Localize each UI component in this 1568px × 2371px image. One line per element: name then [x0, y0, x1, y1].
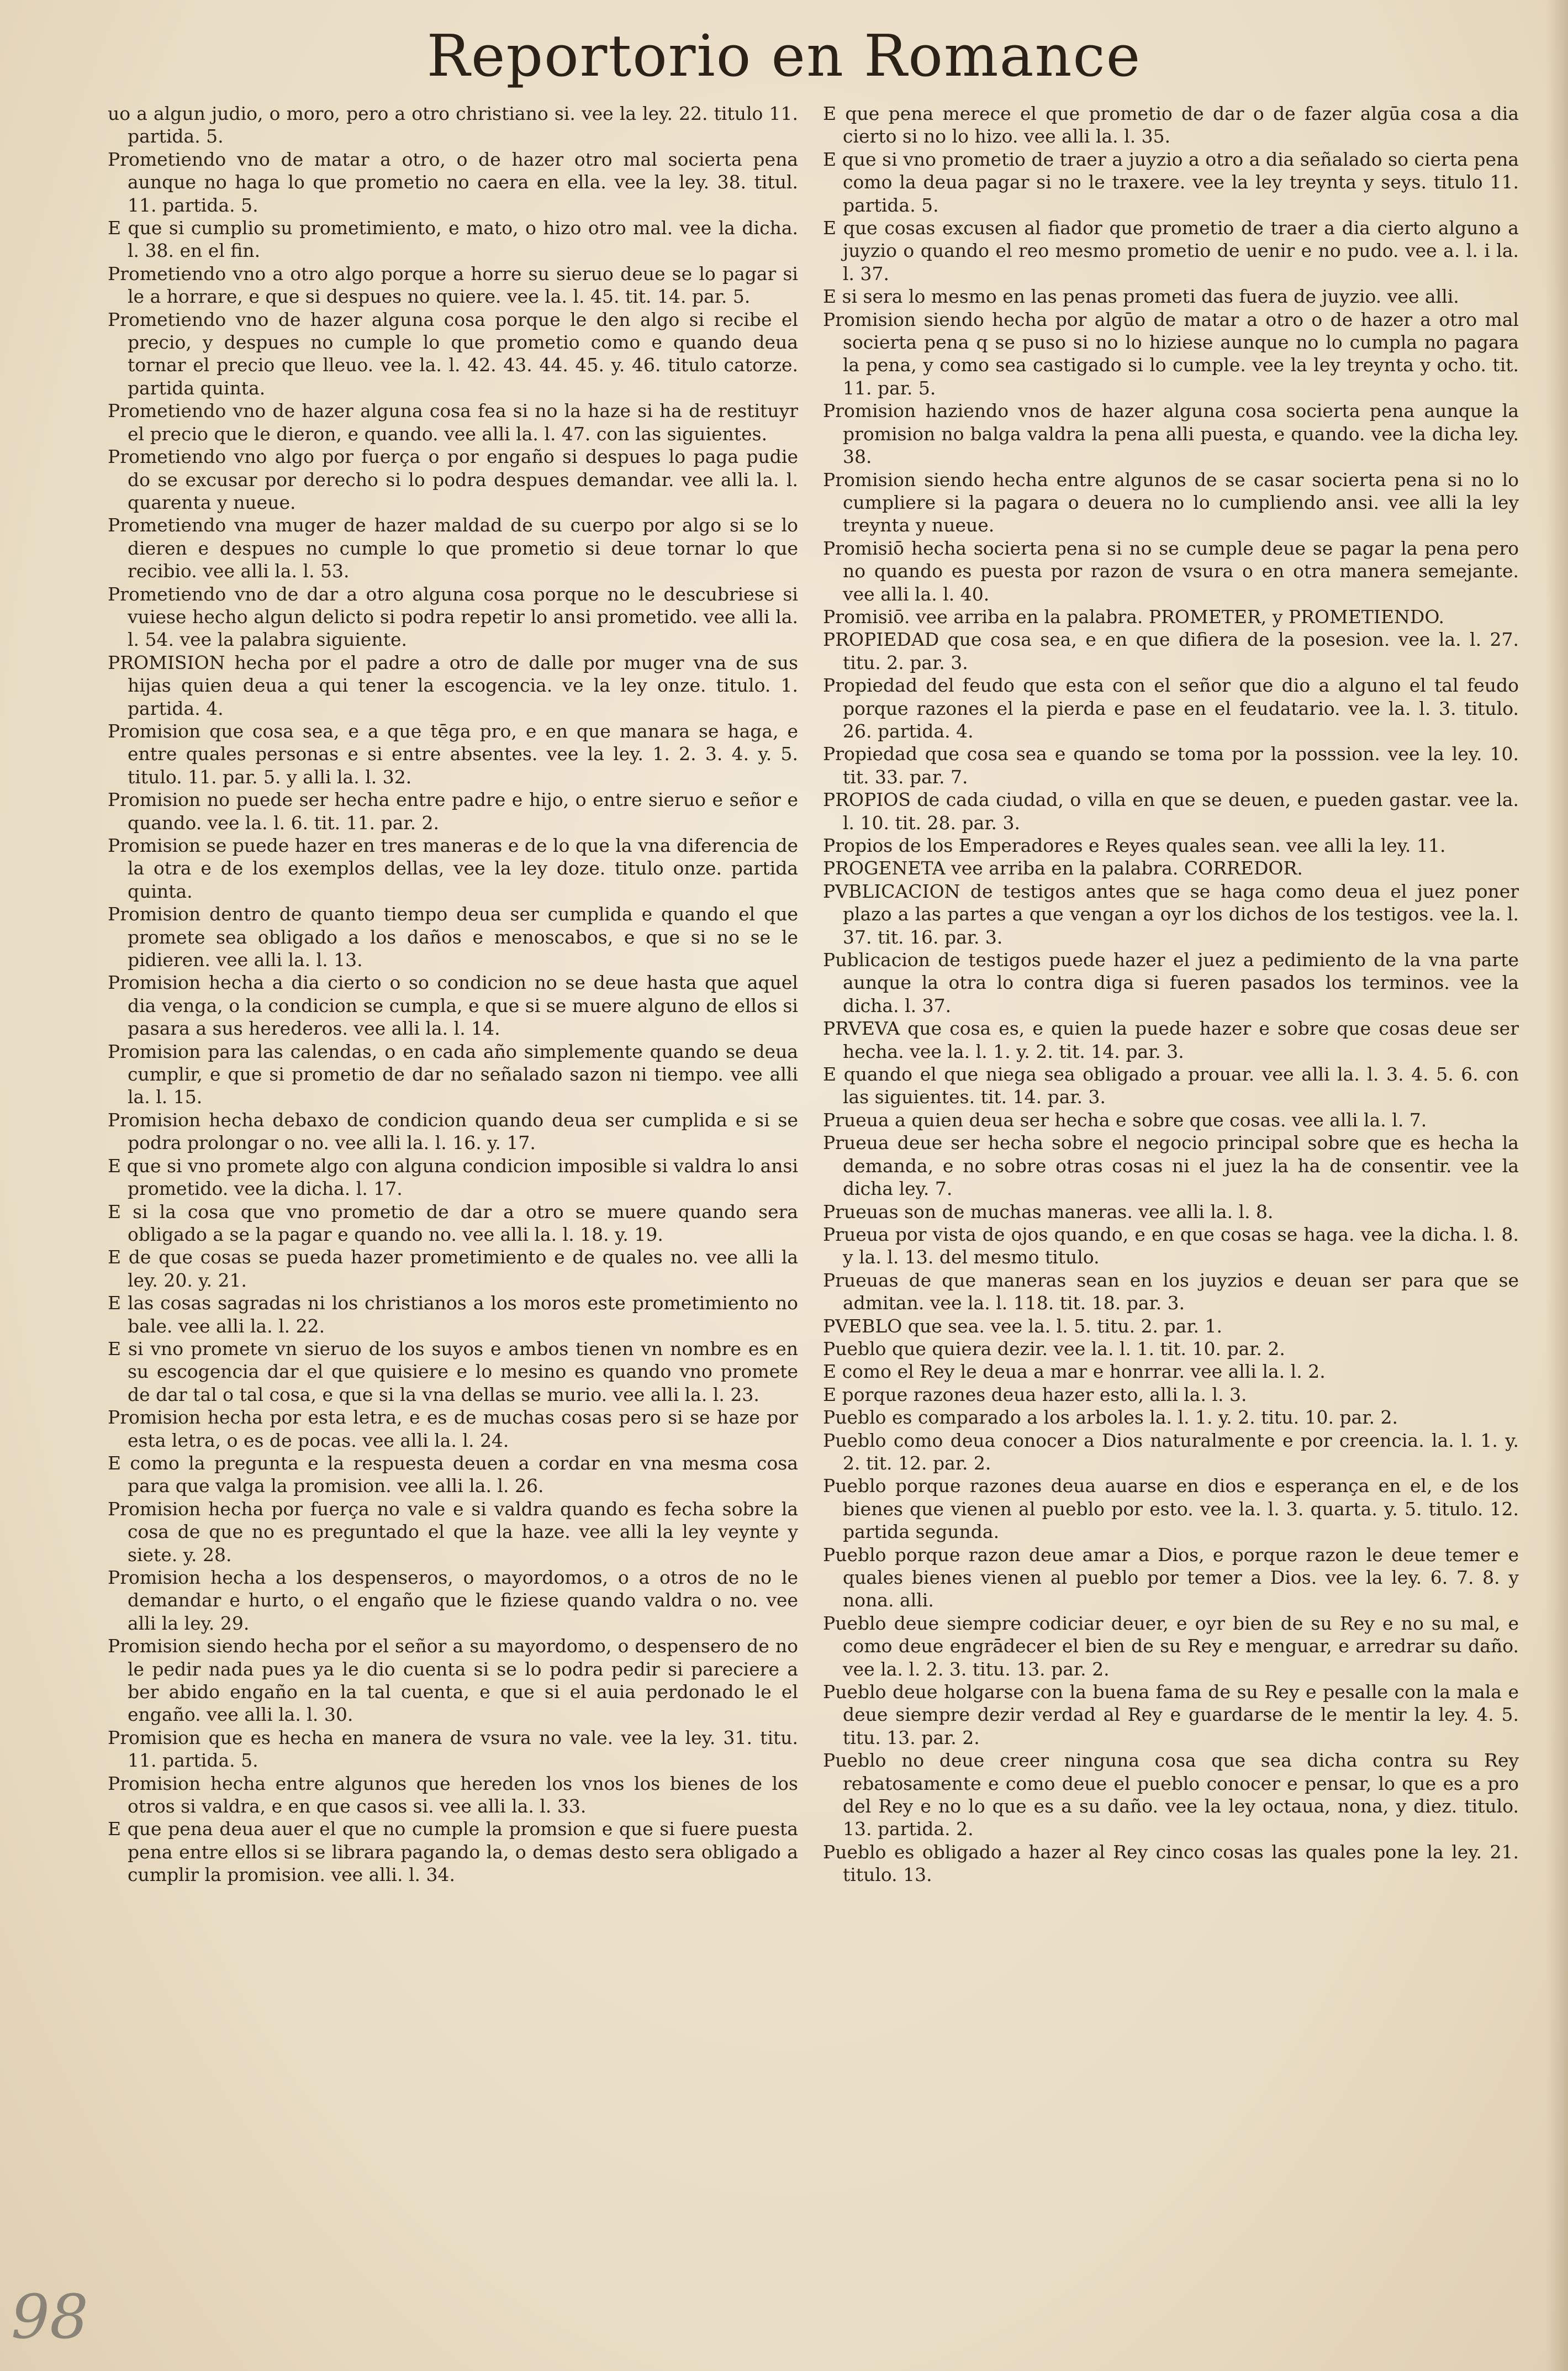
- index-entry: Prueua a quien deua ser hecha e sobre que cosas. vee alli la. l. 7.: [823, 1109, 1427, 1131]
- index-entry: Promision hecha a dia cierto o so condicion no se deue hasta que aquel dia venga, o la condicion se cumpla, e que si se muere alguno de ellos si pasara a sus herederos. vee alli la. l. 14.: [108, 972, 798, 1040]
- index-entry: E si vno promete vn sieruo de los suyos e ambos tienen vn nombre es en su escogencia dar el que quisiere e lo mesino es quando vno promete de dar tal o tal cosa, e que si la vna dellas se murio. vee alli la. l. 23.: [108, 1337, 798, 1405]
- index-entry: Pueblo porque razon deue amar a Dios, e porque razon le deue temer e quales bienes vienen al pueblo por temer a Dios. vee la ley. 6. 7. 8. y nona. alli.: [823, 1543, 1519, 1611]
- index-entry: Pueblo porque razones deua auarse en dios e esperança en el, e de los bienes que vienen al pueblo por esto. vee la. l. 3. quarta. y. 5. titulo. 12. partida segunda.: [823, 1475, 1519, 1543]
- index-entry: Promisiō hecha socierta pena si no se cumple deue se pagar la pena pero no quando es puesta por razon de vsura o en otra manera semejante. vee alli la. l. 40.: [823, 537, 1519, 605]
- index-entry: Promision hecha por esta letra, e es de muchas cosas pero si se haze por esta letra, o es de pocas. vee alli la. l. 24.: [108, 1406, 798, 1451]
- index-entry: Promisiō. vee arriba en la palabra. PROMETER, y PROMETIENDO.: [823, 605, 1444, 628]
- index-entry: E si sera lo mesmo en las penas prometi das fuera de juyzio. vee alli.: [823, 286, 1459, 308]
- index-entry: Promision dentro de quanto tiempo deua ser cumplida e quando el que promete sea obligado a los daños e menoscabos, e que si no se le pidieren. vee alli la. l. 13.: [108, 903, 798, 971]
- index-entry: Propiedad del feudo que esta con el señor que dio a alguno el tal feudo porque razones el la pierda e pase en el feudatario. vee la. l. 3. titulo. 26. partida. 4.: [823, 675, 1519, 742]
- index-entry: Prometiendo vno algo por fuerça o por engaño si despues lo paga pudie do se excusar por derecho si lo podra despues demandar. vee alli la. l. quarenta y nueue.: [108, 446, 798, 513]
- index-entry: Pueblo que quiera dezir. vee la. l. 1. tit. 10. par. 2.: [823, 1337, 1285, 1360]
- index-entry: Pueblo es comparado a los arboles la. l. 1. y. 2. titu. 10. par. 2.: [823, 1406, 1398, 1429]
- index-entry: Promision siendo hecha entre algunos de se casar socierta pena si no lo cumpliere si la pagara o deuera no lo cumpliendo ansi. vee alli la ley treynta y nueue.: [823, 468, 1519, 536]
- index-entry: E que cosas excusen al fiador que prometio de traer a dia cierto alguno a juyzio o quando el reo mesmo prometio de uenir e no pudo. vee a. l. i la. l. 37.: [823, 217, 1519, 284]
- index-entry: Promision hecha por fuerça no vale e si valdra quando es fecha sobre la cosa de que no es preguntado el que la haze. vee alli la ley veynte y siete. y. 28.: [108, 1498, 798, 1566]
- index-entry: Prueuas de que maneras sean en los juyzios e deuan ser para que se admitan. vee la. l. 118. tit. 18. par. 3.: [823, 1269, 1519, 1314]
- index-entry: Promision siendo hecha por algūo de matar a otro o de hazer a otro mal socierta pena q se puso si no lo hiziese aunque no lo cumpla no pagara la pena, y como sea castigado si lo cumple. vee la ley treynta y ocho. tit. 11. par. 5.: [823, 308, 1519, 399]
- index-entry: Pueblo deue siempre codiciar deuer, e oyr bien de su Rey e no su mal, e como deue engrādecer el bien de su Rey e menguar, e arredrar su daño. vee la. l. 2. 3. titu. 13. par. 2.: [823, 1612, 1519, 1680]
- index-entry: E que si vno prometio de traer a juyzio a otro a dia señalado so cierta pena como la deua pagar si no le traxere. vee la ley treynta y seys. titulo 11. partida. 5.: [823, 148, 1519, 216]
- index-entry: Prometiendo vno de dar a otro alguna cosa porque no le descubriese si vuiese hecho algun delicto si podra repetir lo ansi prometido. vee alli la. l. 54. vee la palabra siguiente.: [108, 583, 798, 651]
- index-entry: E que si vno promete algo con alguna condicion imposible si valdra lo ansi prometido. vee la dicha. l. 17.: [108, 1155, 798, 1200]
- index-entry: E si la cosa que vno prometio de dar a otro se muere quando sera obligado a se la pagar e quando no. vee alli la. l. 18. y. 19.: [108, 1200, 798, 1245]
- index-entry: E porque razones deua hazer esto, alli la. l. 3.: [823, 1383, 1247, 1405]
- index-entry: E que pena deua auer el que no cumple la promsion e que si fuere puesta pena entre ellos si se librara pagando la, o demas desto sera obligado a cumplir la promision. vee alli. l. 34.: [108, 1818, 798, 1886]
- index-entry: Promision que es hecha en manera de vsura no vale. vee la ley. 31. titu. 11. partida. 5.: [108, 1726, 798, 1772]
- index-entry: E como la pregunta e la respuesta deuen a cordar en vna mesma cosa para que valga la promision. vee alli la. l. 26.: [108, 1452, 798, 1497]
- index-entry: Prueuas son de muchas maneras. vee alli la. l. 8.: [823, 1200, 1274, 1223]
- index-entry: E que si cumplio su prometimiento, e mato, o hizo otro mal. vee la dicha. l. 38. en el fin.: [108, 217, 798, 262]
- index-entry: Prometiendo vno a otro algo porque a horre su sieruo deue se lo pagar si le a horrare, e que si despues no quiere. vee la. l. 45. tit. 14. par. 5.: [108, 262, 798, 308]
- index-entry: Promision se puede hazer en tres maneras e de lo que la vna diferencia de la otra e de los exemplos dellas, vee la ley doze. titulo onze. partida quinta.: [108, 835, 798, 902]
- right-column: [823, 102, 1519, 1887]
- index-entry: Publicacion de testigos puede hazer el juez a pedimiento de la vna parte aunque la otra lo contra diga si fueren pasados los terminos. vee la dicha. l. 37.: [823, 949, 1519, 1016]
- index-entry: PVBLICACION de testigos antes que se haga como deua el juez poner plazo a las partes a que vengan a oyr los dichos de los testigos. vee la. l. 37. tit. 16. par. 3.: [823, 880, 1519, 948]
- index-entry: E de que cosas se pueda hazer prometimiento e de quales no. vee alli la ley. 20. y. 21.: [108, 1246, 798, 1291]
- index-entry: Propios de los Emperadores e Reyes quales sean. vee alli la ley. 11.: [823, 835, 1446, 856]
- index-entry: Pueblo no deue creer ninguna cosa que sea dicha contra su Rey rebatosamente e como deue el pueblo conocer e pensar, lo que es a pro del Rey e no lo que es a su daño. vee la ley octaua, nona, y diez. titulo. 13. partida. 2.: [823, 1750, 1519, 1840]
- index-entry: PROPIEDAD que cosa sea, e en que difiera de la posesion. vee la. l. 27. titu. 2. par. 3.: [823, 629, 1519, 673]
- index-entry: Promision hecha entre algunos que hereden los vnos los bienes de los otros si valdra, e en que casos si. vee alli la. l. 33.: [108, 1772, 798, 1817]
- index-entry: PROPIOS de cada ciudad, o villa en que se deuen, e pueden gastar. vee la. l. 10. tit. 28. par. 3.: [823, 789, 1519, 834]
- index-entry: Promision haziendo vnos de hazer alguna cosa socierta pena aunque la promision no balga valdra la pena alli puesta, e quando. vee la dicha ley. 38.: [823, 400, 1519, 468]
- index-entry: Promision siendo hecha por el señor a su mayordomo, o despensero de no le pedir nada pues ya le dio cuenta si se lo podra pedir si pareciere a ber abido engaño en la tal cuenta, e que si el auia perdonado le el engaño. vee alli la. l. 30.: [108, 1635, 798, 1726]
- index-entry: E quando el que niega sea obligado a prouar. vee alli la. l. 3. 4. 5. 6. con las siguientes. tit. 14. par. 3.: [823, 1063, 1519, 1108]
- index-entry: Promision hecha debaxo de condicion quando deua ser cumplida e si se podra prolongar o no. vee alli la. l. 16. y. 17.: [108, 1109, 798, 1154]
- left-column: [108, 102, 798, 1887]
- index-entry: PROMISION hecha por el padre a otro de dalle por muger vna de sus hijas quien deua a qui tener la escogencia. ve la ley onze. titulo. 1. partida. 4.: [108, 651, 798, 719]
- running-title: Reportorio en Romance: [426, 22, 1142, 89]
- index-entry: PVEBLO que sea. vee la. l. 5. titu. 2. par. 1.: [823, 1315, 1222, 1337]
- index-entry: Propiedad que cosa sea e quando se toma por la posssion. vee la ley. 10. tit. 33. par. 7.: [823, 743, 1519, 788]
- index-entry: Prueua por vista de ojos quando, e en que cosas se haga. vee la dicha. l. 8. y la. l. 13. del mesmo titulo.: [823, 1223, 1519, 1268]
- index-entry: E las cosas sagradas ni los christianos a los moros este prometimiento no bale. vee alli la. l. 22.: [108, 1292, 798, 1337]
- index-entry: Prometiendo vna muger de hazer maldad de su cuerpo por algo si se lo dieren e despues no cumple lo que prometio si deue tornar lo que recibio. vee alli la. l. 53.: [108, 514, 798, 582]
- index-entry: Pueblo como deua conocer a Dios naturalmente e por creencia. la. l. 1. y. 2. tit. 12. par. 2.: [823, 1429, 1519, 1474]
- index-entry: Pueblo es obligado a hazer al Rey cinco cosas las quales pone la ley. 21. titulo. 13.: [823, 1841, 1519, 1886]
- index-entry: Prometiendo vno de matar a otro, o de hazer otro mal socierta pena aunque no haga lo que prometio no caera en ella. vee la ley. 38. titul. 11. partida. 5.: [108, 148, 798, 216]
- index-entry: Pueblo deue holgarse con la buena fama de su Rey e pesalle con la mala e deue siempre dezir verdad al Rey e guardarse de le mentir la ley. 4. 5. titu. 13. par. 2.: [823, 1681, 1519, 1748]
- index-entry: uo a algun judio, o moro, pero a otro christiano si. vee la ley. 22. titulo 11. partida. 5.: [108, 103, 798, 147]
- index-entry: Promision para las calendas, o en cada año simplemente quando se deua cumplir, e que si prometio de dar no señalado sazon ni tiempo. vee alli la. l. 15.: [108, 1040, 798, 1108]
- index-entry: Promision no puede ser hecha entre padre e hijo, o entre sieruo e señor e quando. vee la. l. 6. tit. 11. par. 2.: [108, 789, 798, 834]
- folio-number: 98: [11, 2282, 88, 2352]
- index-entry: E como el Rey le deua a mar e honrrar. vee alli la. l. 2.: [823, 1361, 1326, 1383]
- index-entry: Prometiendo vno de hazer alguna cosa fea si no la haze si ha de restituyr el precio que le dieron, e quando. vee alli la. l. 47. con las siguientes.: [108, 400, 798, 445]
- index-entry: Promision hecha a los despenseros, o mayordomos, o a otros de no le demandar e hurto, o el engaño que le fiziese quando valdra o no. vee alli la ley. 29.: [108, 1567, 798, 1634]
- index-entry: E que pena merece el que prometio de dar o de fazer algūa cosa a dia cierto si no lo hizo. vee alli la. l. 35.: [823, 103, 1519, 147]
- index-entry: PROGENETA vee arriba en la palabra. CORREDOR.: [823, 857, 1303, 879]
- index-entry: Prometiendo vno de hazer alguna cosa porque le den algo si recibe el precio, y despues no cumple lo que prometio como e quando deua tornar el precio que lleuo. vee la. l. 42. 43. 44. 45. y. 46. titulo catorze. partida quinta.: [108, 308, 798, 399]
- index-entry: Prueua deue ser hecha sobre el negocio principal sobre que es hecha la demanda, e no sobre otras cosas ni el juez la ha de consentir. vee la dicha ley. 7.: [823, 1132, 1519, 1200]
- index-entry: Promision que cosa sea, e a que tēga pro, e en que manara se haga, e entre quales personas e si entre absentes. vee la ley. 1. 2. 3. 4. y. 5. titulo. 11. par. 5. y alli la. l. 32.: [108, 720, 798, 788]
- index-entry: PRVEVA que cosa es, e quien la puede hazer e sobre que cosas deue ser hecha. vee la. l. 1. y. 2. tit. 14. par. 3.: [823, 1018, 1519, 1062]
